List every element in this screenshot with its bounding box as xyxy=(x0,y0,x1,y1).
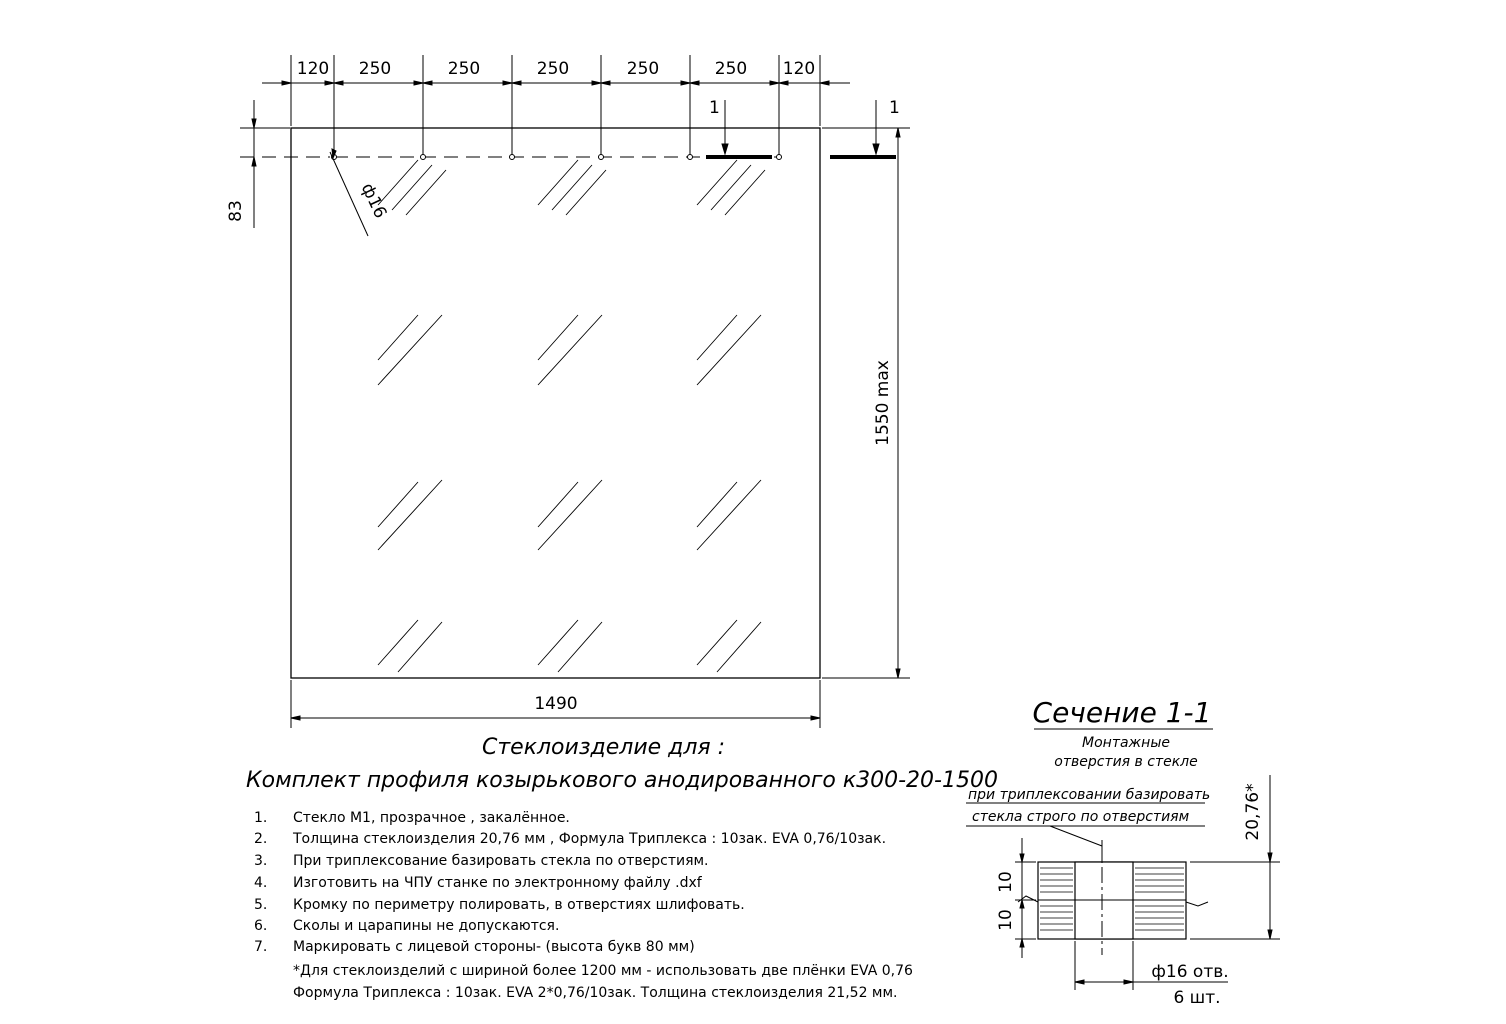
section-leader-text-2: стекла строго по отверстиям xyxy=(972,809,1190,825)
section-hole-count: 6 шт. xyxy=(1173,988,1221,1008)
note-text: Стекло М1, прозрачное , закалённое. xyxy=(293,810,570,826)
dim-label: 120 xyxy=(296,59,330,79)
title-line-2: Комплект профиля козырькового анодированного к300-20-1500 xyxy=(246,768,998,793)
height-label: 1550 max xyxy=(873,360,893,446)
section-marker-left: 1 xyxy=(709,98,720,118)
hole xyxy=(688,155,693,160)
title-line-1: Стеклоизделие для : xyxy=(482,735,726,760)
footnote-line-1: *Для стеклоизделий с шириной более 1200 мм - использовать две плёнки EVA 0,76 xyxy=(293,963,913,979)
dim-label: 250 xyxy=(714,59,748,79)
footnote-line-2: Формула Триплекса : 10зак. EVA 2*0,76/10зак. Толщина стеклоизделия 21,52 мм. xyxy=(293,985,898,1001)
note-text: Толщина стеклоизделия 20,76 мм , Формула Триплекса : 10зак. EVA 0,76/10зак. xyxy=(293,831,887,847)
section-layer2-label: 10 xyxy=(996,909,1016,931)
hole xyxy=(599,155,604,160)
dim-label: 250 xyxy=(536,59,570,79)
note-text: Изготовить на ЧПУ станке по электронному файлу .dxf xyxy=(293,875,702,891)
hole xyxy=(421,155,426,160)
section-leader-text-1: при триплексовании базировать xyxy=(968,787,1211,803)
note-number: 4. xyxy=(254,875,268,891)
note-number: 7. xyxy=(254,939,268,955)
note-text: При триплексование базировать стекла по отверстиям. xyxy=(293,853,709,869)
section-layer1-label: 10 xyxy=(996,871,1016,893)
note-number: 5. xyxy=(254,897,268,913)
hole-diameter-label: ф16 xyxy=(356,180,391,222)
hole xyxy=(510,155,515,160)
note-text: Кромку по периметру полировать, в отверстиях шлифовать. xyxy=(293,897,745,913)
dim-label: 250 xyxy=(358,59,392,79)
section-thickness-label: 20,76* xyxy=(1243,783,1263,841)
section-subtitle-2: отверстия в стекле xyxy=(1054,754,1198,770)
note-text: Маркировать с лицевой стороны- (высота букв 80 мм) xyxy=(293,939,695,955)
dim-label: 250 xyxy=(447,59,481,79)
note-number: 3. xyxy=(254,853,268,869)
note-number: 1. xyxy=(254,810,268,826)
note-number: 2. xyxy=(254,831,268,847)
note-text: Сколы и царапины не допускаются. xyxy=(293,918,560,934)
hole-offset-label: 83 xyxy=(226,200,246,222)
section-marker-right: 1 xyxy=(889,98,900,118)
note-number: 6. xyxy=(254,918,268,934)
section-body xyxy=(1018,840,1208,955)
width-label: 1490 xyxy=(534,694,578,714)
section-hole-label: ф16 отв. xyxy=(1151,962,1229,982)
dim-label: 120 xyxy=(782,59,816,79)
section-subtitle-1: Монтажные xyxy=(1082,735,1170,751)
dim-label: 250 xyxy=(626,59,660,79)
hole xyxy=(777,155,782,160)
top-dimension-labels xyxy=(297,59,815,79)
section-title: Сечение 1-1 xyxy=(1032,696,1212,729)
glass-hatch xyxy=(378,160,765,672)
